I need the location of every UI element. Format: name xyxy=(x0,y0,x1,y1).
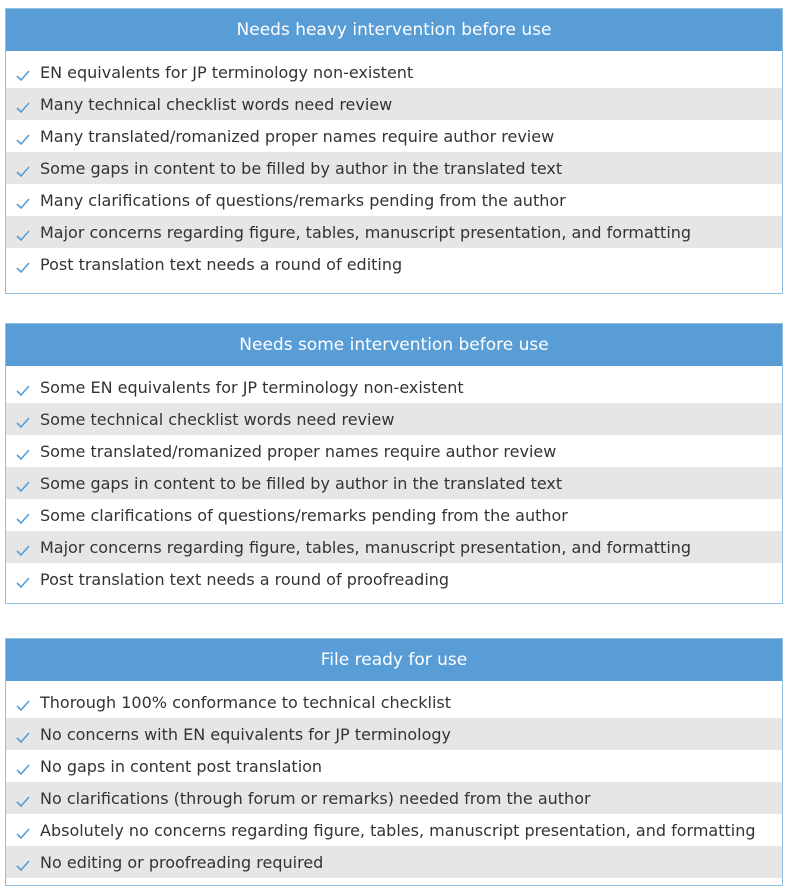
checkmark-icon xyxy=(6,443,40,460)
list-item-label: No gaps in content post translation xyxy=(40,756,323,776)
section-card-heavy-intervention xyxy=(5,8,783,294)
checkmark-icon xyxy=(6,256,40,273)
list-item-label: Many technical checklist words need review xyxy=(40,94,393,114)
list-item-label: Some gaps in content to be filled by author in the translated text xyxy=(40,158,563,178)
list-item xyxy=(6,216,782,248)
list-item xyxy=(6,435,782,467)
checkmark-icon xyxy=(6,854,40,871)
section-title: Needs some intervention before use xyxy=(239,335,549,355)
list-item xyxy=(6,467,782,499)
checkmark-icon xyxy=(6,224,40,241)
section-title: File ready for use xyxy=(320,650,468,670)
list-item-label: Some EN equivalents for JP terminology non-existent xyxy=(40,377,464,397)
checkmark-icon xyxy=(6,411,40,428)
checkmark-icon xyxy=(6,822,40,839)
list-item xyxy=(6,248,782,280)
list-item xyxy=(6,88,782,120)
list-item xyxy=(6,686,782,718)
checkmark-icon xyxy=(6,160,40,177)
list-item xyxy=(6,499,782,531)
list-item-label: Major concerns regarding figure, tables, manuscript presentation, and formatting xyxy=(40,537,692,557)
list-item-label: Many translated/romanized proper names require author review xyxy=(40,126,555,146)
section-header xyxy=(6,324,782,366)
list-item xyxy=(6,846,782,878)
list-item-label: Some translated/romanized proper names require author review xyxy=(40,441,557,461)
list-item-label: Some clarifications of questions/remarks pending from the author xyxy=(40,505,568,525)
list-item-label: No concerns with EN equivalents for JP terminology xyxy=(40,724,452,744)
checkmark-icon xyxy=(6,758,40,775)
section-header xyxy=(6,639,782,681)
list-item xyxy=(6,56,782,88)
list-item xyxy=(6,371,782,403)
checkmark-icon xyxy=(6,128,40,145)
list-item xyxy=(6,563,782,595)
checkmark-icon xyxy=(6,790,40,807)
checkmark-icon xyxy=(6,571,40,588)
checkmark-icon xyxy=(6,96,40,113)
list-item-label: Some technical checklist words need review xyxy=(40,409,395,429)
checklist xyxy=(6,366,782,595)
checklist xyxy=(6,51,782,280)
list-item-label: No clarifications (through forum or remarks) needed from the author xyxy=(40,788,591,808)
list-item-label: EN equivalents for JP terminology non-existent xyxy=(40,62,414,82)
checkmark-icon xyxy=(6,379,40,396)
checkmark-icon xyxy=(6,64,40,81)
list-item-label: Post translation text needs a round of editing xyxy=(40,254,403,274)
section-header xyxy=(6,9,782,51)
checkmark-icon xyxy=(6,694,40,711)
checklist xyxy=(6,681,782,878)
list-item-label: Absolutely no concerns regarding figure, tables, manuscript presentation, and formatting xyxy=(40,820,756,840)
checkmark-icon xyxy=(6,192,40,209)
checkmark-icon xyxy=(6,726,40,743)
section-title: Needs heavy intervention before use xyxy=(236,20,552,40)
checkmark-icon xyxy=(6,507,40,524)
list-item xyxy=(6,531,782,563)
list-item xyxy=(6,184,782,216)
section-card-some-intervention xyxy=(5,323,783,604)
list-item-label: Major concerns regarding figure, tables, manuscript presentation, and formatting xyxy=(40,222,692,242)
checkmark-icon xyxy=(6,539,40,556)
list-item xyxy=(6,718,782,750)
list-item xyxy=(6,750,782,782)
list-item xyxy=(6,782,782,814)
list-item xyxy=(6,120,782,152)
list-item-label: Post translation text needs a round of proofreading xyxy=(40,569,450,589)
checkmark-icon xyxy=(6,475,40,492)
list-item-label: Some gaps in content to be filled by author in the translated text xyxy=(40,473,563,493)
list-item xyxy=(6,403,782,435)
list-item-label: Thorough 100% conformance to technical checklist xyxy=(40,692,452,712)
list-item xyxy=(6,152,782,184)
list-item-label: Many clarifications of questions/remarks pending from the author xyxy=(40,190,566,210)
section-card-ready-for-use xyxy=(5,638,783,886)
list-item xyxy=(6,814,782,846)
list-item-label: No editing or proofreading required xyxy=(40,852,324,872)
